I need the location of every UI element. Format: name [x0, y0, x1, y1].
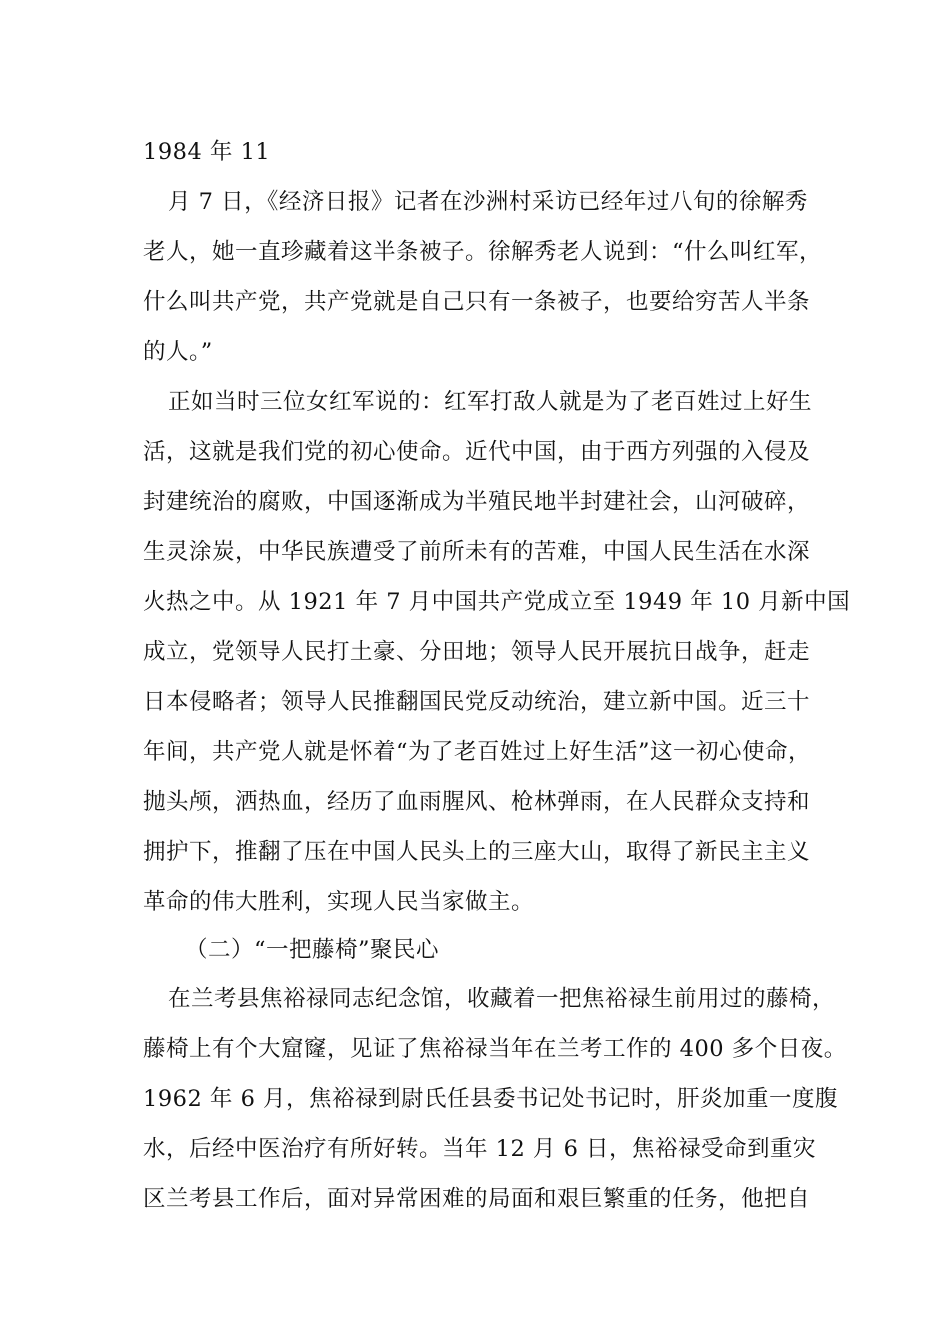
- text-line: 活，这就是我们党的初心使命。近代中国，由于西方列强的入侵及: [143, 439, 811, 465]
- text-line: 月 7 日，《经济日报》记者在沙洲村采访已经年过八旬的徐解秀: [168, 189, 808, 215]
- text-line: 封建统治的腐败，中国逐渐成为半殖民地半封建社会，山河破碎，: [143, 489, 811, 515]
- text-line: 革命的伟大胜利，实现人民当家做主。: [143, 889, 535, 915]
- text-line: 拥护下，推翻了压在中国人民头上的三座大山，取得了新民主主义: [143, 839, 811, 865]
- text-line: 日本侵略者；领导人民推翻国民党反动统治，建立新中国。近三十: [143, 689, 811, 715]
- text-line: 生灵涂炭，中华民族遭受了前所未有的苦难，中国人民生活在水深: [143, 539, 811, 565]
- text-line: 火热之中。从 1921 年 7 月中国共产党成立至 1949 年 10 月新中国: [143, 589, 851, 615]
- text-line: 在兰考县焦裕禄同志纪念馆，收藏着一把焦裕禄生前用过的藤椅，: [168, 986, 836, 1012]
- text-line: 的人。”: [143, 339, 213, 365]
- text-line: 抛头颅，洒热血，经历了血雨腥风、枪林弹雨，在人民群众支持和: [143, 789, 811, 815]
- text-line: 1962 年 6 月，焦裕禄到尉氏任县委书记处书记时，肝炎加重一度腹: [143, 1086, 839, 1112]
- text-line: 区兰考县工作后，面对异常困难的局面和艰巨繁重的任务，他把自: [143, 1186, 811, 1212]
- text-line: 什么叫共产党，共产党就是自己只有一条被子，也要给穷苦人半条: [143, 289, 811, 315]
- text-line: 1984 年 11: [143, 139, 271, 165]
- text-line: 年间，共产党人就是怀着“为了老百姓过上好生活”这一初心使命，: [143, 739, 812, 765]
- text-line: 水，后经中医治疗有所好转。当年 12 月 6 日，焦裕禄受命到重灾: [143, 1136, 817, 1162]
- section-heading: （二）“一把藤椅”聚民心: [185, 937, 440, 963]
- text-line: 藤椅上有个大窟窿，见证了焦裕禄当年在兰考工作的 400 多个日夜。: [143, 1036, 847, 1062]
- text-line: 成立，党领导人民打土豪、分田地；领导人民开展抗日战争，赶走: [143, 639, 811, 665]
- text-line: 正如当时三位女红军说的：红军打敌人就是为了老百姓过上好生: [168, 389, 813, 415]
- text-line: 老人，她一直珍藏着这半条被子。徐解秀老人说到：“什么叫红军，: [143, 239, 823, 265]
